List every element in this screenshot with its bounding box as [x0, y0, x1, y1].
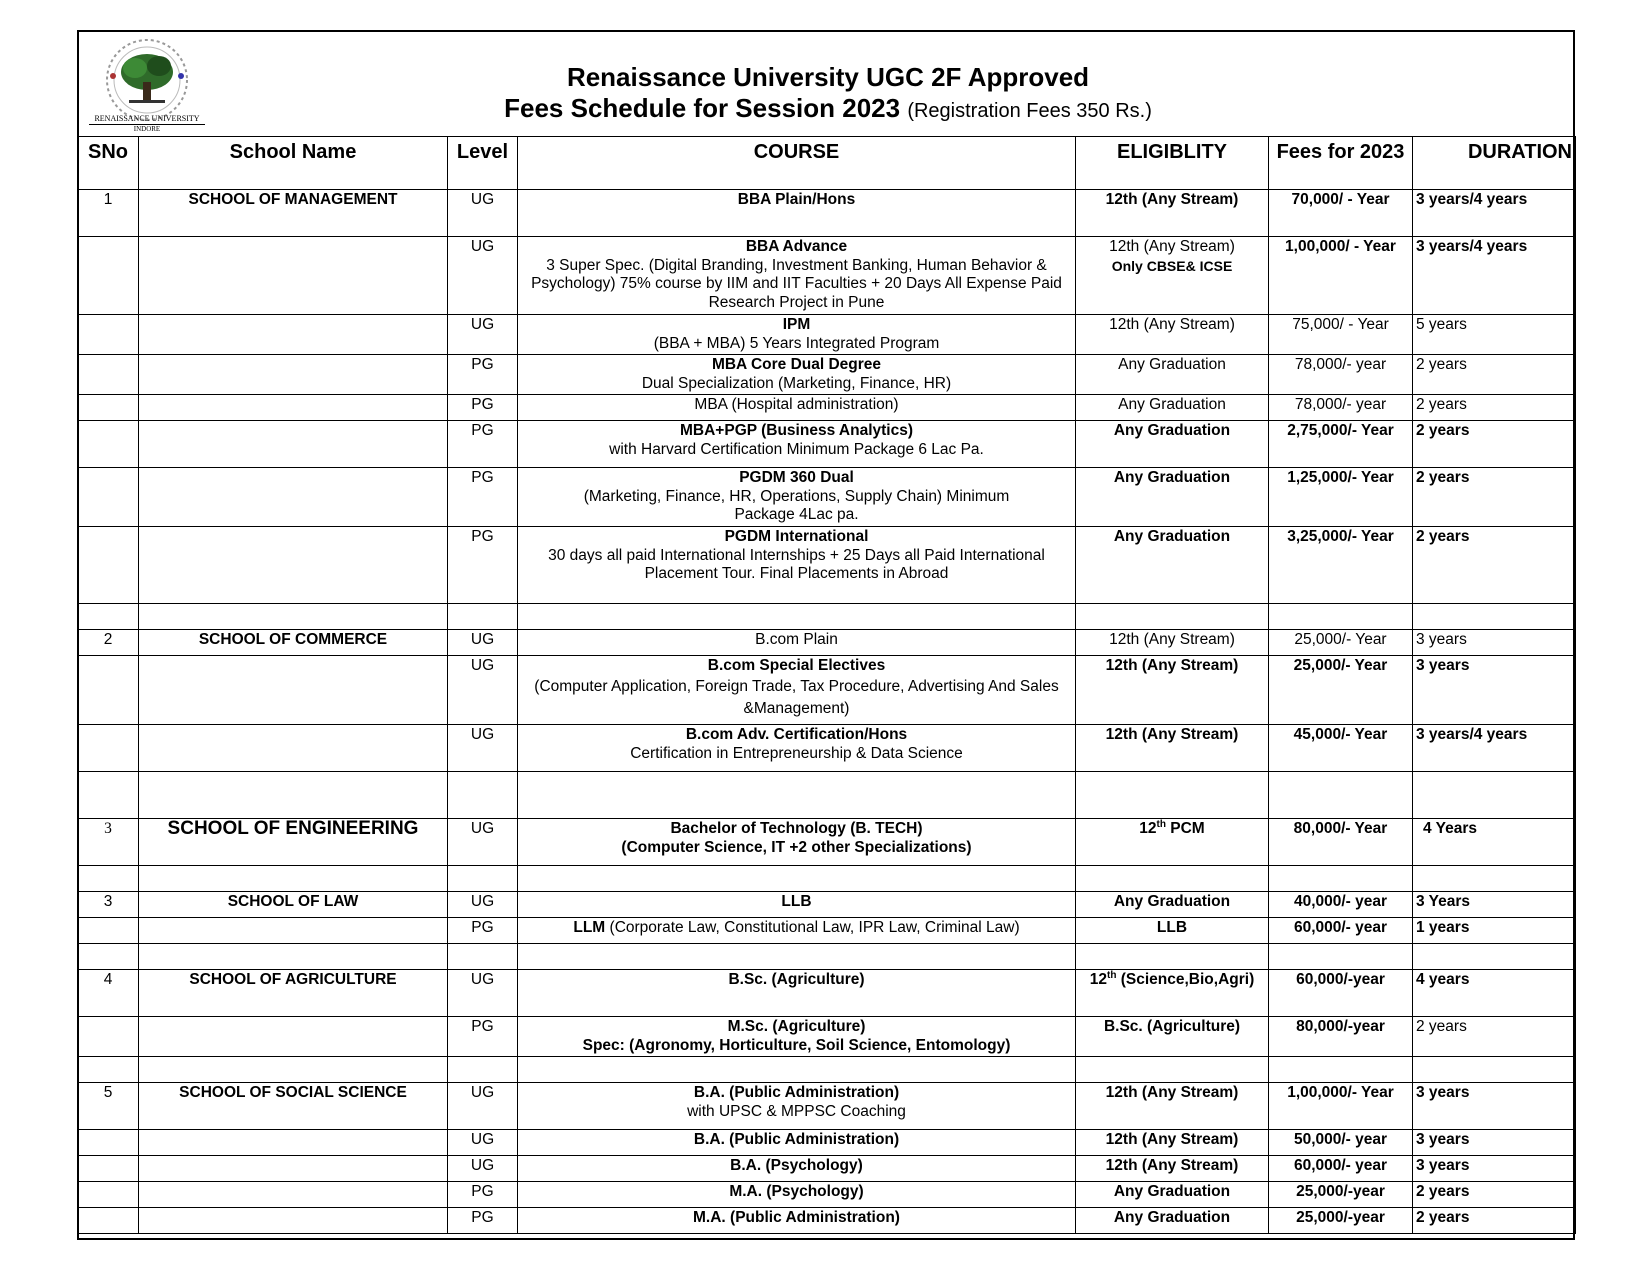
course-title: PGDM International	[724, 528, 869, 545]
eligibility-cell: Any Graduation	[1076, 395, 1269, 421]
title-block	[79, 62, 1577, 127]
course-title: PGDM 360 Dual	[739, 469, 854, 486]
school-cell	[139, 421, 448, 468]
level-cell: PG	[448, 468, 518, 527]
spacer-row	[78, 866, 1576, 892]
school-cell	[139, 468, 448, 527]
course-cell	[518, 725, 1076, 772]
table-row	[78, 395, 1576, 421]
fees-cell: 78,000/- year	[1269, 355, 1413, 395]
table-row	[78, 527, 1576, 604]
course-cell	[518, 1083, 1076, 1130]
duration-cell: 3 years/4 years	[1413, 237, 1576, 315]
level-cell: PG	[448, 1017, 518, 1057]
sno-cell	[78, 421, 139, 468]
course-cell	[518, 315, 1076, 355]
fees-cell: 25,000/- Year	[1269, 630, 1413, 656]
duration-cell: 3 years	[1413, 630, 1576, 656]
fees-table	[77, 136, 1576, 1234]
fees-cell: 75,000/ - Year	[1269, 315, 1413, 355]
level-cell: PG	[448, 395, 518, 421]
table-row	[78, 630, 1576, 656]
eligibility-cell: 12th (Any Stream)	[1076, 725, 1269, 772]
duration-cell: 2 years	[1413, 421, 1576, 468]
school-cell	[139, 1156, 448, 1182]
level-cell: UG	[448, 970, 518, 1017]
course-description: Certification in Entrepreneurship & Data Science	[630, 744, 963, 762]
duration-cell: 2 years	[1413, 527, 1576, 604]
course-cell: B.A. (Psychology)	[518, 1156, 1076, 1182]
table-row	[78, 468, 1576, 527]
fees-cell: 80,000/- Year	[1269, 819, 1413, 866]
column-header-fees: Fees for 2023	[1269, 137, 1413, 190]
school-cell	[139, 725, 448, 772]
fees-cell: 2,75,000/- Year	[1269, 421, 1413, 468]
fees-cell: 25,000/-year	[1269, 1182, 1413, 1208]
fees-cell: 60,000/-year	[1269, 970, 1413, 1017]
eligibility-cell: Any Graduation	[1076, 468, 1269, 527]
level-cell: UG	[448, 892, 518, 918]
school-cell	[139, 918, 448, 944]
fees-cell: 60,000/- year	[1269, 1156, 1413, 1182]
duration-cell: 3 years	[1413, 1130, 1576, 1156]
fees-cell: 25,000/- Year	[1269, 656, 1413, 725]
sno-cell	[78, 237, 139, 315]
school-cell	[139, 315, 448, 355]
table-row	[78, 819, 1576, 866]
course-title: IPM	[782, 316, 811, 333]
course-cell: B.A. (Public Administration)	[518, 1130, 1076, 1156]
eligibility-cell: 12th (Any Stream)	[1076, 190, 1269, 237]
sno-cell	[78, 1208, 139, 1234]
table-row	[78, 1130, 1576, 1156]
sno-cell: 5	[78, 1083, 139, 1130]
eligibility-cell: 12th (Any Stream)	[1076, 1083, 1269, 1130]
table-row	[78, 1017, 1576, 1057]
school-cell	[139, 527, 448, 604]
course-cell: BBA Plain/Hons	[518, 190, 1076, 237]
school-cell	[139, 395, 448, 421]
spacer-row	[78, 604, 1576, 630]
eligibility-cell: Any Graduation	[1076, 1208, 1269, 1234]
course-cell: M.A. (Psychology)	[518, 1182, 1076, 1208]
fees-cell: 80,000/-year	[1269, 1017, 1413, 1057]
course-cell: B.Sc. (Agriculture)	[518, 970, 1076, 1017]
course-title: B.com Adv. Certification/Hons	[685, 726, 908, 743]
course-description: (Corporate Law, Constitutional Law, IPR Law, Criminal Law)	[605, 919, 1020, 936]
column-header-school: School Name	[139, 137, 448, 190]
eligibility-cell: 12th (Any Stream)	[1076, 1130, 1269, 1156]
course-title: MBA+PGP (Business Analytics)	[680, 422, 913, 439]
page-title: Renaissance University UGC 2F Approved	[566, 62, 1090, 92]
sno-cell	[78, 918, 139, 944]
fees-cell: 78,000/- year	[1269, 395, 1413, 421]
level-cell: UG	[448, 656, 518, 725]
duration-cell: 3 years	[1413, 1083, 1576, 1130]
course-cell	[518, 355, 1076, 395]
sno-cell	[78, 468, 139, 527]
course-cell	[518, 1017, 1076, 1057]
level-cell: PG	[448, 527, 518, 604]
eligibility-superscript: th	[1106, 969, 1117, 981]
fees-cell: 60,000/- year	[1269, 918, 1413, 944]
table-row	[78, 1156, 1576, 1182]
course-title: B.A. (Public Administration)	[693, 1084, 900, 1101]
eligibility-cell: B.Sc. (Agriculture)	[1076, 1017, 1269, 1057]
eligibility-cell: Any Graduation	[1076, 892, 1269, 918]
level-cell: UG	[448, 1130, 518, 1156]
column-header-eligibility: ELIGIBLITY	[1076, 137, 1269, 190]
fees-schedule-sheet	[77, 30, 1575, 1240]
duration-cell: 3 years/4 years	[1413, 190, 1576, 237]
session-title: Fees Schedule for Session 2023	[504, 93, 901, 123]
table-row	[78, 1208, 1576, 1234]
level-cell: UG	[448, 1083, 518, 1130]
table-row	[78, 1083, 1576, 1130]
level-cell: PG	[448, 421, 518, 468]
school-cell: SCHOOL OF COMMERCE	[139, 630, 448, 656]
course-title: BBA Advance	[745, 238, 848, 255]
sno-cell	[78, 656, 139, 725]
duration-cell: 1 years	[1413, 918, 1576, 944]
spacer-row	[78, 772, 1576, 819]
eligibility-superscript: th	[1156, 818, 1166, 830]
course-description: Dual Specialization (Marketing, Finance, HR)	[641, 374, 952, 392]
duration-cell: 2 years	[1413, 1017, 1576, 1057]
table-row	[78, 725, 1576, 772]
table-row	[78, 190, 1576, 237]
course-description: (Computer Application, Foreign Trade, Tax Procedure, Advertising And Sales &Management)	[534, 677, 1059, 717]
fees-cell: 45,000/- Year	[1269, 725, 1413, 772]
course-cell	[518, 237, 1076, 315]
sno-cell: 3	[78, 819, 139, 866]
school-cell	[139, 1182, 448, 1208]
fees-cell: 1,25,000/- Year	[1269, 468, 1413, 527]
level-cell: UG	[448, 237, 518, 315]
table-row	[78, 918, 1576, 944]
eligibility-cell	[1076, 970, 1269, 1017]
eligibility-cell: 12th (Any Stream)	[1076, 315, 1269, 355]
school-cell: SCHOOL OF SOCIAL SCIENCE	[139, 1083, 448, 1130]
eligibility-prefix: 12	[1089, 971, 1107, 988]
course-title: Bachelor of Technology (B. TECH)	[670, 820, 923, 837]
column-header-sno: SNo	[78, 137, 139, 190]
table-row	[78, 355, 1576, 395]
course-title: MBA Core Dual Degree	[711, 356, 882, 373]
logo-text: RENAISSANCE UNIVERSITY	[94, 114, 200, 123]
course-title: M.Sc. (Agriculture)	[727, 1018, 866, 1035]
eligibility-cell: 12th (Any Stream)	[1076, 630, 1269, 656]
level-cell: PG	[448, 1208, 518, 1234]
course-cell	[518, 527, 1076, 604]
duration-cell: 4 years	[1413, 970, 1576, 1017]
school-cell	[139, 1130, 448, 1156]
school-cell: SCHOOL OF LAW	[139, 892, 448, 918]
course-description: with Harvard Certification Minimum Package 6 Lac Pa.	[609, 440, 984, 458]
table-row	[78, 237, 1576, 315]
school-cell	[139, 656, 448, 725]
duration-cell: 4 Years	[1413, 819, 1576, 866]
duration-cell: 3 years/4 years	[1413, 725, 1576, 772]
sno-cell	[78, 1017, 139, 1057]
level-cell: UG	[448, 190, 518, 237]
fees-cell: 70,000/ - Year	[1269, 190, 1413, 237]
registration-fees-note: (Registration Fees 350 Rs.)	[907, 100, 1152, 122]
column-header-duration: DURATION	[1413, 137, 1576, 190]
column-header-course: COURSE	[518, 137, 1076, 190]
eligibility-cell: 12th (Any Stream)	[1076, 656, 1269, 725]
column-header-level: Level	[448, 137, 518, 190]
duration-cell: 2 years	[1413, 1182, 1576, 1208]
logo-subtext: INDORE	[89, 124, 205, 133]
eligibility-cell	[1076, 819, 1269, 866]
fees-cell: 50,000/- year	[1269, 1130, 1413, 1156]
eligibility-prefix: 12	[1139, 820, 1157, 837]
school-cell: SCHOOL OF MANAGEMENT	[139, 190, 448, 237]
sno-cell: 4	[78, 970, 139, 1017]
school-cell: SCHOOL OF AGRICULTURE	[139, 970, 448, 1017]
eligibility-suffix: (Science,Bio,Agri)	[1116, 971, 1255, 988]
course-description: with UPSC & MPPSC Coaching	[687, 1102, 906, 1120]
duration-cell: 3 years	[1413, 1156, 1576, 1182]
duration-cell: 2 years	[1413, 1208, 1576, 1234]
sno-cell: 1	[78, 190, 139, 237]
sno-cell: 3	[78, 892, 139, 918]
table-row	[78, 656, 1576, 725]
table-row	[78, 1182, 1576, 1208]
course-cell: M.A. (Public Administration)	[518, 1208, 1076, 1234]
level-cell: UG	[448, 725, 518, 772]
eligibility-cell: Any Graduation	[1076, 421, 1269, 468]
course-title-line2: (Computer Science, IT +2 other Specializations)	[621, 838, 972, 856]
fees-cell: 25,000/-year	[1269, 1208, 1413, 1234]
level-cell: UG	[448, 1156, 518, 1182]
sno-cell	[78, 1130, 139, 1156]
duration-cell: 5 years	[1413, 315, 1576, 355]
sno-cell	[78, 315, 139, 355]
course-cell: LLB	[518, 892, 1076, 918]
fees-cell: 40,000/- year	[1269, 892, 1413, 918]
course-description: (Marketing, Finance, HR, Operations, Supply Chain) Minimum Package 4Lac pa.	[583, 487, 1010, 523]
course-cell	[518, 421, 1076, 468]
school-cell: SCHOOL OF ENGINEERING	[139, 819, 448, 866]
school-cell	[139, 237, 448, 315]
spacer-row	[78, 1057, 1576, 1083]
page-subtitle	[79, 93, 1577, 127]
course-description: 3 Super Spec. (Digital Branding, Investment Banking, Human Behavior & Psychology) 75% course by IIM and IIT Faculties + 20 Days All Expense Paid Research Project in Pune	[531, 256, 1062, 311]
course-title: B.com Special Electives	[707, 657, 886, 674]
course-cell	[518, 468, 1076, 527]
table-row	[78, 892, 1576, 918]
duration-cell: 3 Years	[1413, 892, 1576, 918]
table-row	[78, 970, 1576, 1017]
fees-cell: 3,25,000/- Year	[1269, 527, 1413, 604]
duration-cell: 2 years	[1413, 395, 1576, 421]
level-cell: UG	[448, 819, 518, 866]
eligibility-cell: LLB	[1076, 918, 1269, 944]
eligibility-suffix: PCM	[1165, 820, 1205, 837]
sno-cell	[78, 355, 139, 395]
sno-cell	[78, 1156, 139, 1182]
course-cell	[518, 918, 1076, 944]
level-cell: UG	[448, 630, 518, 656]
course-cell: MBA (Hospital administration)	[518, 395, 1076, 421]
course-cell	[518, 819, 1076, 866]
sno-cell	[78, 395, 139, 421]
sno-cell: 2	[78, 630, 139, 656]
course-cell: B.com Plain	[518, 630, 1076, 656]
eligibility-cell: Any Graduation	[1076, 527, 1269, 604]
eligibility-cell: Any Graduation	[1076, 1182, 1269, 1208]
duration-cell: 2 years	[1413, 355, 1576, 395]
course-cell	[518, 656, 1076, 725]
school-cell	[139, 355, 448, 395]
spacer-row	[78, 944, 1576, 970]
school-cell	[139, 1208, 448, 1234]
level-cell: PG	[448, 918, 518, 944]
course-title-line2: Spec: (Agronomy, Horticulture, Soil Science, Entomology)	[582, 1036, 1011, 1054]
eligibility-cell: Any Graduation	[1076, 355, 1269, 395]
course-description: (BBA + MBA) 5 Years Integrated Program	[653, 334, 940, 352]
table-header-row	[78, 137, 1576, 190]
table-row	[78, 315, 1576, 355]
fees-cell: 1,00,000/ - Year	[1269, 237, 1413, 315]
school-cell	[139, 1017, 448, 1057]
course-title: LLM	[573, 919, 606, 936]
sno-cell	[78, 1182, 139, 1208]
level-cell: PG	[448, 355, 518, 395]
eligibility-cell: 12th (Any Stream)	[1076, 1156, 1269, 1182]
level-cell: PG	[448, 1182, 518, 1208]
sno-cell	[78, 527, 139, 604]
eligibility-text: 12th (Any Stream)	[1109, 238, 1235, 255]
sno-cell	[78, 725, 139, 772]
duration-cell: 3 years	[1413, 656, 1576, 725]
course-description: 30 days all paid International Internships + 25 Days all Paid International Placement Tour. Final Placements in Abroad	[548, 546, 1045, 582]
eligibility-note: Only CBSE& ICSE	[1111, 257, 1233, 274]
level-cell: UG	[448, 315, 518, 355]
fees-cell: 1,00,000/- Year	[1269, 1083, 1413, 1130]
duration-cell: 2 years	[1413, 468, 1576, 527]
table-row	[78, 421, 1576, 468]
eligibility-cell	[1076, 237, 1269, 315]
